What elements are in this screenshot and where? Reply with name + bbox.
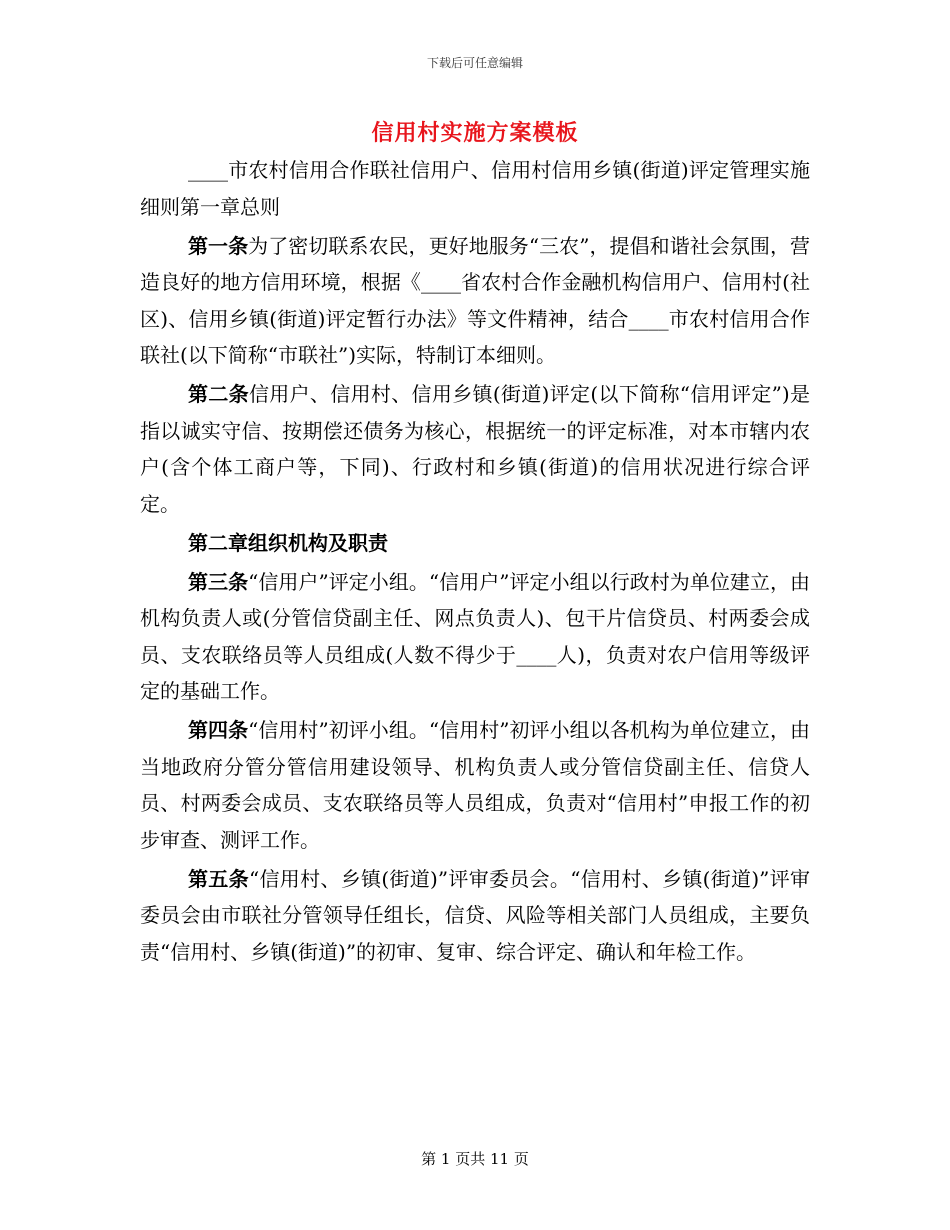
article-1-text: 为了密切联系农民，更好地服务“三农”，提倡和谐社会氛围，营造良好的地方信用环境，根据《____省农村合作金融机构信用户、信用村(社区)、信用乡镇(街道)评定暂行办法》等文件精神，结合____市农村信用合作联社(以下简称“市联社”)实际，特制订本细则。 xyxy=(140,233,811,367)
header-note: 下载后可任意编辑 xyxy=(426,56,523,70)
page-footer: 第 1 页共 11 页 xyxy=(421,1150,529,1168)
document-title: 信用村实施方案模板 xyxy=(371,121,579,146)
article-2-text: 信用户、信用村、信用乡镇(街道)评定(以下简称“信用评定”)是指以诚实守信、按期偿还债务为核心，根据统一的评定标准，对本市辖内农户(含个体工商户等，下同)、行政村和乡镇(街道)的信用状况进行综合评定。 xyxy=(140,382,810,516)
chapter-2-heading: 第二章组织机构及职责 xyxy=(188,530,388,555)
article-4-lead: 第四条 xyxy=(188,718,249,742)
article-3-text: “信用户”评定小组。“信用户”评定小组以行政村为单位建立，由机构负责人或(分管信贷副主任、网点负责人)、包干片信贷员、村两委会成员、支农联络员等人员组成(人数不得少于____人)，负责对农户信用等级评定的基础工作。 xyxy=(140,569,810,703)
document-body xyxy=(140,152,810,973)
article-4-text: “信用村”初评小组。“信用村”初评小组以各机构为单位建立，由当地政府分管分管信用建设领导、机构负责人或分管信贷副主任、信贷人员、村两委会成员、支农联络员等人员组成，负责对“信用村”申报工作的初步审查、测评工作。 xyxy=(140,718,810,852)
article-4 xyxy=(140,712,810,858)
article-3-lead: 第三条 xyxy=(188,569,249,594)
intro-paragraph: ____市农村信用合作联社信用户、信用村信用乡镇(街道)评定管理实施细则第一章总则 xyxy=(140,158,810,219)
article-2 xyxy=(140,376,810,522)
article-5-lead: 第五条 xyxy=(188,866,249,891)
article-2-lead: 第二条 xyxy=(188,382,249,406)
article-3 xyxy=(140,564,810,710)
article-5-text: “信用村、乡镇(街道)”评审委员会。“信用村、乡镇(街道)”评审委员会由市联社分管领导任组长，信贷、风险等相关部门人员组成，主要负责“信用村、乡镇(街道)”的初审、复审、综合评定、确认和年检工作。 xyxy=(140,866,811,964)
article-1 xyxy=(140,228,810,374)
article-1-lead: 第一条 xyxy=(188,233,249,258)
article-5 xyxy=(140,861,810,971)
